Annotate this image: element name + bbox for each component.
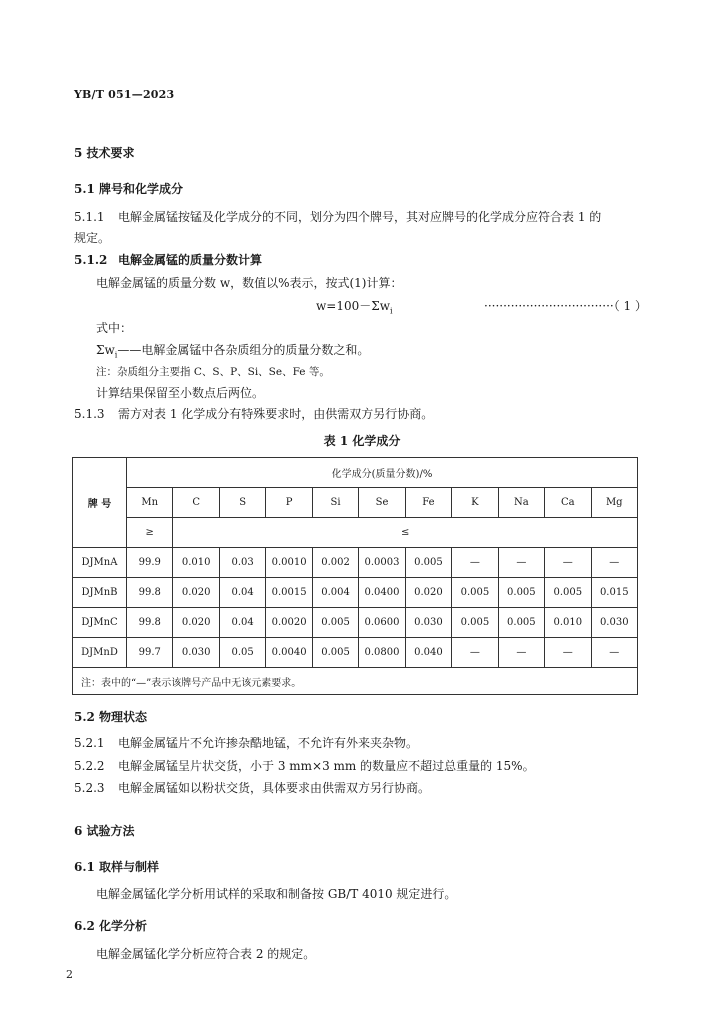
grade-cell: DJMnA <box>73 548 127 578</box>
formula-body: w=100－Σw <box>316 299 390 313</box>
value-cell: 0.04 <box>219 578 265 608</box>
table-caption: 表 1 化学成分 <box>323 434 401 448</box>
clause-5-2-2 <box>74 758 535 774</box>
table-row <box>73 638 638 668</box>
clause-5-2-1 <box>74 735 418 751</box>
symbol: Σw <box>96 343 115 357</box>
section-5-2-title: 5.2 物理状态 <box>74 710 148 724</box>
value-cell: — <box>452 638 498 668</box>
value-cell: 99.8 <box>127 608 173 638</box>
value-cell: — <box>452 548 498 578</box>
page-number: 2 <box>66 968 73 981</box>
clause-6-2-text: 电解金属锰化学分析应符合表 2 的规定。 <box>96 947 316 961</box>
value-cell: 99.7 <box>127 638 173 668</box>
value-cell: 0.030 <box>405 608 451 638</box>
symbol-subscript: i <box>114 350 118 360</box>
value-cell: 0.05 <box>219 638 265 668</box>
clause-5-1-2-text: 电解金属锰的质量分数 w，数值以%表示，按式(1)计算： <box>96 276 403 290</box>
clause-number: 5.2.2 <box>74 759 105 773</box>
value-cell: — <box>498 548 544 578</box>
section-5-1-title: 5.1 牌号和化学成分 <box>74 182 184 196</box>
value-cell: — <box>545 638 591 668</box>
element-header: Na <box>498 488 544 518</box>
table-note: 注：表中的“—”表示该牌号产品中无该元素要求。 <box>73 668 638 695</box>
value-cell: — <box>545 548 591 578</box>
clause-5-2-3 <box>74 780 430 796</box>
value-cell: 0.0040 <box>266 638 312 668</box>
clause-number: 5.1.1 <box>74 210 105 224</box>
value-cell: 0.0015 <box>266 578 312 608</box>
value-cell: 0.03 <box>219 548 265 578</box>
element-header: Mn <box>127 488 173 518</box>
where-label: 式中： <box>96 321 133 335</box>
table-row <box>73 608 638 638</box>
value-cell: 0.0400 <box>359 578 405 608</box>
section-6-2-title: 6.2 化学分析 <box>74 919 148 933</box>
symbol-meaning: ——电解金属锰中各杂质组分的质量分数之和。 <box>117 343 370 357</box>
symbol-definition <box>96 342 369 363</box>
grade-cell: DJMnB <box>73 578 127 608</box>
clause-text: 电解金属锰如以粉状交货，具体要求由供需双方另行协商。 <box>118 781 431 795</box>
value-cell: 0.005 <box>452 578 498 608</box>
chemical-composition-table <box>72 457 638 695</box>
value-cell: 0.005 <box>545 578 591 608</box>
element-header: Ca <box>545 488 591 518</box>
value-cell: 0.010 <box>545 608 591 638</box>
element-header: Mg <box>591 488 637 518</box>
calc-rule: 计算结果保留至小数点后两位。 <box>96 386 265 400</box>
clause-text: 电解金属锰片不允许掺杂酷地锰，不允许有外来夹杂物。 <box>118 736 419 750</box>
ge-sign: ≥ <box>127 518 173 548</box>
formula-subscript: i <box>390 306 393 316</box>
grade-cell: DJMnC <box>73 608 127 638</box>
section-5-title: 5 技术要求 <box>74 146 135 160</box>
value-cell: — <box>591 638 637 668</box>
note-impurities: 注：杂质组分主要指 C、S、P、Si、Se、Fe 等。 <box>96 366 330 378</box>
value-cell: 0.005 <box>312 638 358 668</box>
element-header: C <box>173 488 219 518</box>
value-cell: 0.0003 <box>359 548 405 578</box>
value-cell: 0.010 <box>173 548 219 578</box>
clause-5-1-2 <box>74 252 262 268</box>
element-header: K <box>452 488 498 518</box>
element-header-row <box>73 488 638 518</box>
clause-5-1-1 <box>74 209 601 225</box>
formula-number: ··································（ 1 ） <box>484 299 647 313</box>
value-cell: 0.0600 <box>359 608 405 638</box>
formula <box>316 297 393 315</box>
value-cell: 0.015 <box>591 578 637 608</box>
element-header: P <box>266 488 312 518</box>
le-sign: ≤ <box>173 518 638 548</box>
grade-header: 牌 号 <box>73 458 127 548</box>
table-row <box>73 548 638 578</box>
element-header: Fe <box>405 488 451 518</box>
element-header: Se <box>359 488 405 518</box>
clause-number: 5.2.3 <box>74 781 105 795</box>
clause-number: 5.1.2 <box>74 253 108 267</box>
grade-cell: DJMnD <box>73 638 127 668</box>
value-cell: 0.0020 <box>266 608 312 638</box>
standard-code: YB/T 051—2023 <box>74 88 175 101</box>
value-cell: 0.0010 <box>266 548 312 578</box>
value-cell: 0.020 <box>173 578 219 608</box>
value-cell: 0.005 <box>452 608 498 638</box>
value-cell: 0.030 <box>591 608 637 638</box>
clause-text: 电解金属锰呈片状交货，小于 3 mm×3 mm 的数量应不超过总重量的 15%。 <box>118 759 535 773</box>
value-cell: 0.002 <box>312 548 358 578</box>
section-6-1-title: 6.1 取样与制样 <box>74 860 160 874</box>
element-header: S <box>219 488 265 518</box>
value-cell: 0.005 <box>498 578 544 608</box>
section-6-title: 6 试验方法 <box>74 824 135 838</box>
value-cell: 0.020 <box>173 608 219 638</box>
value-cell: — <box>498 638 544 668</box>
clause-6-1-text: 电解金属锰化学分析用试样的采取和制备按 GB/T 4010 规定进行。 <box>96 887 457 901</box>
clause-text: 电解金属锰按锰及化学成分的不同，划分为四个牌号，其对应牌号的化学成分应符合表 1 的 <box>118 210 602 224</box>
value-cell: 0.004 <box>312 578 358 608</box>
clause-text: 需方对表 1 化学成分有特殊要求时，由供需双方另行协商。 <box>118 407 434 421</box>
clause-5-1-1-cont: 规定。 <box>74 231 111 245</box>
value-cell: 0.030 <box>173 638 219 668</box>
value-cell: 0.04 <box>219 608 265 638</box>
value-cell: 0.005 <box>405 548 451 578</box>
clause-5-1-3 <box>74 406 433 422</box>
value-cell: — <box>591 548 637 578</box>
value-cell: 0.020 <box>405 578 451 608</box>
composition-group-header: 化学成分(质量分数)/% <box>127 458 638 488</box>
table-row <box>73 578 638 608</box>
value-cell: 0.005 <box>312 608 358 638</box>
limit-row <box>73 518 638 548</box>
clause-number: 5.2.1 <box>74 736 105 750</box>
element-header: Si <box>312 488 358 518</box>
clause-title: 电解金属锰的质量分数计算 <box>118 253 263 267</box>
clause-number: 5.1.3 <box>74 407 105 421</box>
value-cell: 99.9 <box>127 548 173 578</box>
value-cell: 0.040 <box>405 638 451 668</box>
value-cell: 0.0800 <box>359 638 405 668</box>
value-cell: 99.8 <box>127 578 173 608</box>
value-cell: 0.005 <box>498 608 544 638</box>
